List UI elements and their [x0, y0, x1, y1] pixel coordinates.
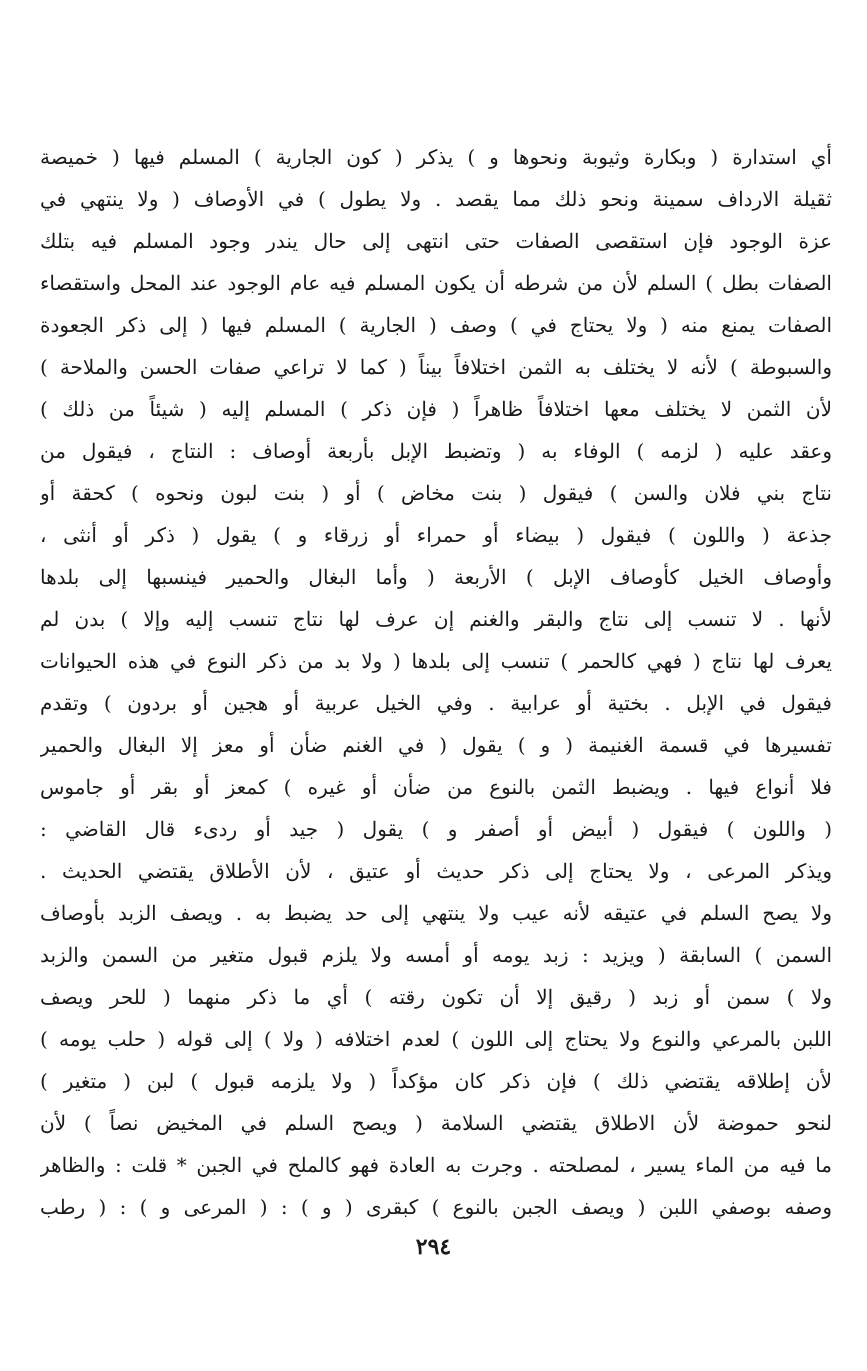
text-line: ولا ) سمن أو زبد ( رقيق إلا أن تكون رقته ) أي ما ذكر منهما ( للحر ويصف [40, 985, 832, 1009]
text-line: الصفات يمنع منه ( ولا يحتاج في ) وصف ( الجارية ) المسلم فيها ( إلى ذكر الجعودة [40, 313, 832, 337]
text-line: والسبوطة ) لأنه لا يختلف به الثمن اختلافاً بيناً ( كما لا تراعي صفات الحسن والملاحة ) [40, 355, 832, 379]
text-line: فيقول في الإبل . بختية أو عرابية . وفي الخيل عربية أو هجين أو بردون ) وتقدم [40, 691, 832, 715]
text-line: ثقيلة الارداف سمينة ونحو ذلك مما يقصد . ولا يطول ) في الأوصاف ( ولا ينتهي في [40, 187, 832, 211]
text-line: الصفات بطل ) السلم لأن من شرطه أن يكون المسلم فيه عام الوجود عند المحل واستقصاء [40, 271, 832, 295]
text-line: تفسيرها في قسمة الغنيمة ( و ) يقول ( في الغنم ضأن أو معز إلا البغال والحمير [40, 733, 832, 757]
body-text [40, 136, 832, 1228]
text-line: ويذكر المرعى ، ولا يحتاج إلى ذكر حديث أو عتيق ، لأن الأطلاق يقتضي الحديث . [40, 859, 832, 883]
text-line: اللبن بالمرعي والنوع ولا يحتاج إلى اللون ) لعدم اختلافه ( ولا ) إلى قوله ( حلب يومه ) [40, 1027, 832, 1051]
text-line: لنحو حموضة لأن الاطلاق يقتضي السلامة ( ويصح السلم في المخيض نصاً ) لأن [40, 1111, 832, 1135]
text-line: لأن إطلاقه يقتضي ذلك ) فإن ذكر كان مؤكداً ( ولا يلزمه قبول ) لبن ( متغير ) [40, 1069, 832, 1093]
text-line: نتاج بني فلان والسن ) فيقول ( بنت مخاض ) أو ( بنت لبون ونحوه ) كحقة أو [40, 481, 832, 505]
text-line: وأوصاف الخيل كأوصاف الإبل ) الأربعة ( وأما البغال والحمير فينسبها إلى بلدها [40, 565, 832, 589]
text-line: ( واللون ) فيقول ( أبيض أو أصفر و ) يقول ( جيد أو ردىء قال القاضي : [40, 817, 832, 841]
text-line: يعرف لها نتاج ( فهي كالحمر ) تنسب إلى بلدها ( ولا بد من ذكر النوع في هذه الحيوانات [40, 649, 832, 673]
page-number: ٢٩٤ [415, 1234, 452, 1260]
text-line: ولا يصح السلم في عتيقه لأنه عيب ولا ينتهي إلى حد يضبط به . ويصف الزبد بأوصاف [40, 901, 832, 925]
text-line: وعقد عليه ( لزمه ) الوفاء به ( وتضبط الإبل بأربعة أوصاف : النتاج ، فيقول من [40, 439, 832, 463]
text-line: ما فيه من الماء يسير ، لمصلحته . وجرت به العادة فهو كالملح في الجبن * قلت : والظاهر [40, 1153, 832, 1177]
text-line: لأنها . لا تنسب إلى نتاج والبقر والغنم إن عرف لها نتاج تنسب إليه وإلا ) بدن لم [40, 607, 832, 631]
text-line: جذعة ( واللون ) فيقول ( بيضاء أو حمراء أو زرقاء و ) يقول ( ذكر أو أنثى ، [40, 523, 832, 547]
text-line: فلا أنواع فيها . ويضبط الثمن بالنوع من ضأن أو غيره ) كمعز أو بقر أو جاموس [40, 775, 832, 799]
text-line: لأن الثمن لا يختلف معها اختلافاً ظاهراً ( فإن ذكر ) المسلم إليه ( شيئاً من ذلك ) [40, 397, 832, 421]
text-line: عزة الوجود فإن استقصى الصفات حتى انتهى إلى حال يندر وجود المسلم فيه بتلك [40, 229, 832, 253]
text-line: وصفه بوصفي اللبن ( ويصف الجبن بالنوع ) كبقرى ( و ) : ( المرعى و ) : ( رطب [40, 1195, 832, 1219]
text-line: أي استدارة ( وبكارة وثيوبة ونحوها و ) يذكر ( كون الجارية ) المسلم فيها ( خميصة [40, 145, 832, 169]
text-line: السمن ) السابقة ( ويزيد : زبد يومه أو أمسه ولا يلزم قبول متغير من السمن والزبد [40, 943, 832, 967]
